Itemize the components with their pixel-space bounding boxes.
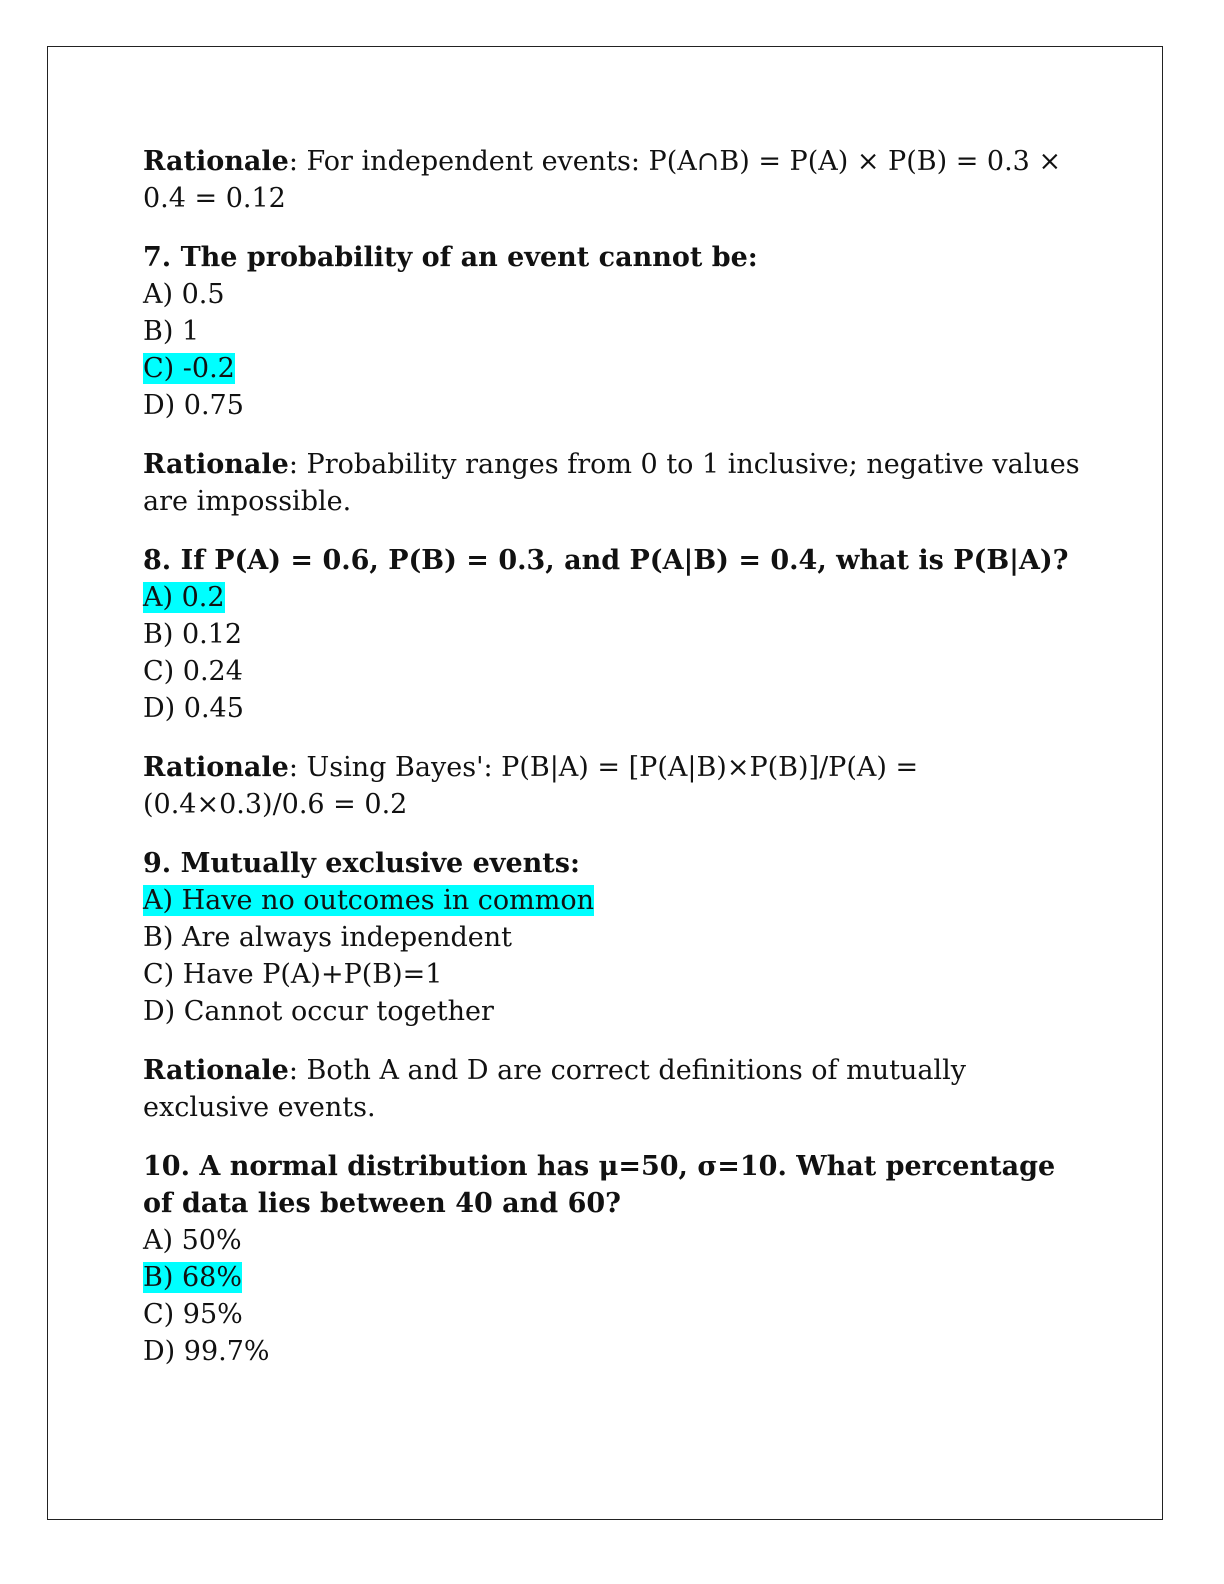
question-8: 8. If P(A) = 0.6, P(B) = 0.3, and P(A|B) = 0.4, what is P(B|A)?: [143, 545, 1069, 576]
options-q9: [143, 882, 1083, 1030]
option-q9-c: [143, 956, 1083, 993]
rationale-label: Rationale: [143, 146, 289, 177]
highlighted-answer: C) -0.2: [143, 353, 235, 384]
option-text: B) Are always independent: [143, 922, 512, 953]
option-text: D) Cannot occur together: [143, 996, 494, 1027]
highlighted-answer: A) Have no outcomes in common: [143, 885, 595, 916]
option-q10-d: [143, 1333, 1083, 1370]
rationale-text: : Using Bayes': P(B|A) = [P(A|B)×P(B)]/P(A) = (0.4×0.3)/0.6 = 0.2: [143, 752, 919, 820]
option-text: C) 95%: [143, 1299, 243, 1330]
option-q8-a: [143, 579, 1083, 616]
options-q8: [143, 579, 1083, 727]
option-q10-b: [143, 1259, 1083, 1296]
rationale-label: Rationale: [143, 449, 289, 480]
option-q8-b: [143, 616, 1083, 653]
rationale-q7: [143, 446, 1083, 520]
option-text: B) 1: [143, 316, 200, 347]
option-text: D) 0.45: [143, 693, 244, 724]
option-q7-b: [143, 313, 1083, 350]
question-7: 7. The probability of an event cannot be:: [143, 242, 758, 273]
option-text: D) 0.75: [143, 390, 244, 421]
rationale-text: : Both A and D are correct definitions of mutually exclusive events.: [143, 1055, 966, 1123]
option-q8-c: [143, 653, 1083, 690]
option-q9-a: [143, 882, 1083, 919]
option-q8-d: [143, 690, 1083, 727]
option-q10-a: [143, 1222, 1083, 1259]
option-q7-d: [143, 387, 1083, 424]
option-q7-c: [143, 350, 1083, 387]
option-text: D) 99.7%: [143, 1336, 270, 1367]
rationale-text: : For independent events: P(A∩B) = P(A) × P(B) = 0.3 × 0.4 = 0.12: [143, 146, 1062, 214]
option-text: A) 50%: [143, 1225, 242, 1256]
highlighted-answer: B) 68%: [143, 1262, 242, 1293]
rationale-text: : Probability ranges from 0 to 1 inclusive; negative values are impossible.: [143, 449, 1080, 517]
rationale-q6: [143, 143, 1083, 217]
option-q7-a: [143, 276, 1083, 313]
options-q7: [143, 276, 1083, 424]
highlighted-answer: A) 0.2: [143, 582, 225, 613]
option-q10-c: [143, 1296, 1083, 1333]
option-text: C) Have P(A)+P(B)=1: [143, 959, 443, 990]
rationale-label: Rationale: [143, 752, 289, 783]
option-q9-d: [143, 993, 1083, 1030]
options-q10: [143, 1222, 1083, 1370]
rationale-q8: [143, 749, 1083, 823]
option-q9-b: [143, 919, 1083, 956]
rationale-q9: [143, 1052, 1083, 1126]
question-10: 10. A normal distribution has μ=50, σ=10. What percentage of data lies between 40 and 60?: [143, 1151, 1056, 1219]
document-content: [143, 143, 1083, 1392]
option-text: B) 0.12: [143, 619, 243, 650]
rationale-label: Rationale: [143, 1055, 289, 1086]
question-9: 9. Mutually exclusive events:: [143, 848, 580, 879]
option-text: A) 0.5: [143, 279, 225, 310]
option-text: C) 0.24: [143, 656, 243, 687]
